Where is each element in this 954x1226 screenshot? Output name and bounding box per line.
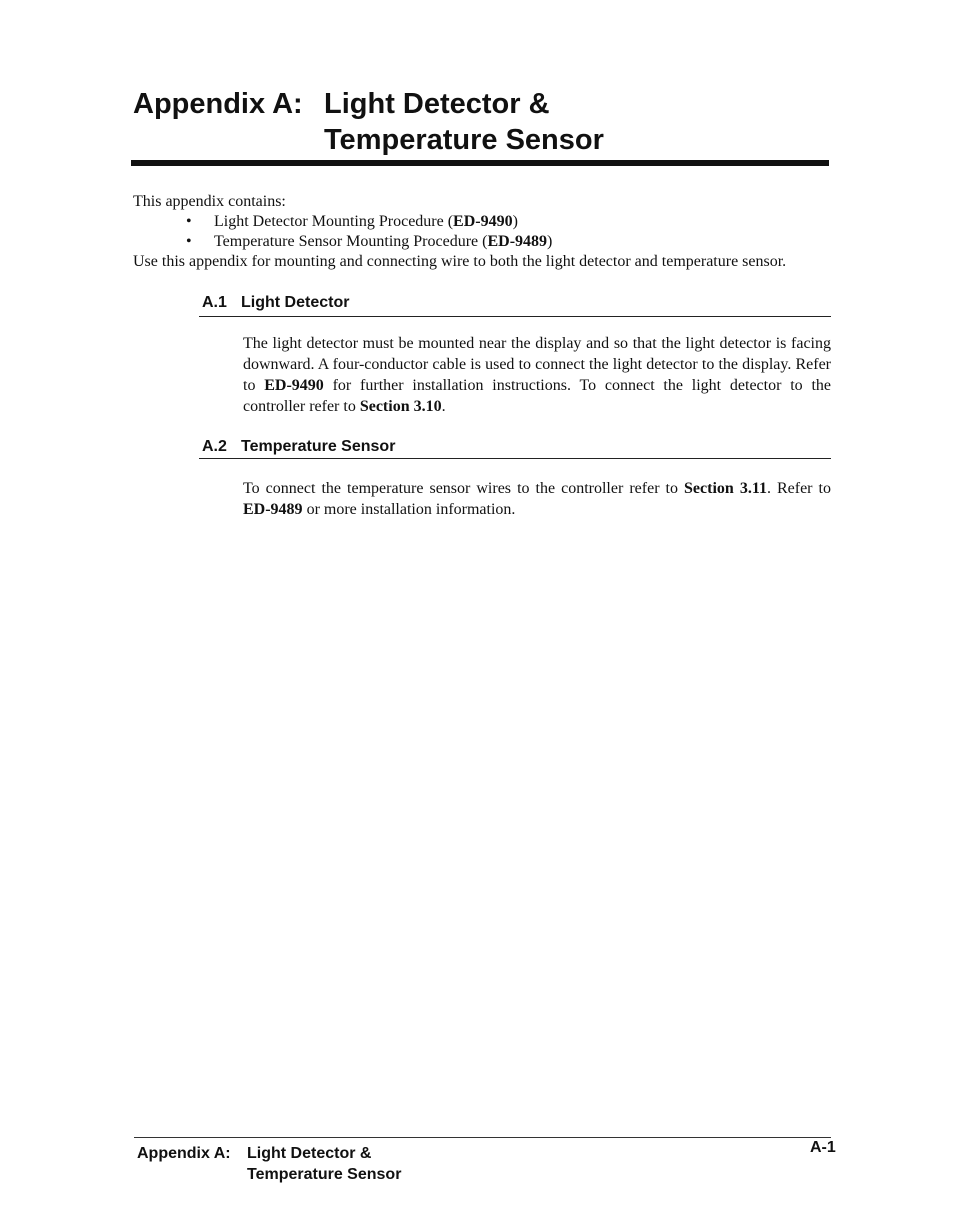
section-a2-ref-section-3-11: Section 3.11	[684, 480, 767, 497]
section-a1-number: A.1	[202, 294, 227, 311]
footer-title-line-2: Temperature Sensor	[247, 1166, 402, 1183]
section-a2-divider	[199, 458, 831, 459]
bullet-item-ed-9489	[186, 233, 552, 251]
section-a1-divider	[199, 316, 831, 317]
bullet-icon: •	[186, 233, 192, 250]
section-a1-heading	[202, 294, 349, 312]
bullet-text: Temperature Sensor Mounting Procedure (	[214, 233, 488, 250]
bullet-code: ED-9490	[453, 213, 513, 230]
intro-line: This appendix contains:	[133, 193, 286, 210]
title-prefix: Appendix A:	[133, 88, 303, 120]
section-a1-paragraph	[243, 333, 831, 417]
section-a2-number: A.2	[202, 438, 227, 455]
bullet-code: ED-9489	[487, 233, 548, 250]
page-title-line-1	[133, 88, 550, 121]
section-a1-text-3: .	[441, 398, 446, 415]
section-a2-text-3: or more installation information.	[302, 501, 516, 518]
footer-text-line-1: Light Detector &	[247, 1145, 372, 1162]
section-a2-heading	[202, 438, 395, 456]
bullet-icon: •	[186, 213, 192, 230]
section-a1-ref-ed-9490: ED-9490	[264, 377, 324, 394]
footer-title-line-1	[137, 1145, 371, 1163]
page-number: A-1	[810, 1139, 836, 1156]
section-a2-paragraph	[243, 478, 831, 520]
bullet-close: )	[512, 213, 518, 230]
bullet-text: Light Detector Mounting Procedure (	[214, 213, 454, 230]
section-a1-text-1: The light detector must be mounted near the display and so that the light detector is facing downward. A four-conductor cable is used to connect the light detector to the display. Refer to	[243, 335, 831, 394]
section-a2-ref-ed-9489: ED-9489	[243, 501, 303, 518]
section-a2-text-2: . Refer to	[766, 480, 831, 497]
title-divider	[131, 160, 829, 166]
section-a2-title: Temperature Sensor	[241, 438, 396, 455]
bullet-item-ed-9490	[186, 213, 518, 231]
footer-divider	[134, 1137, 831, 1138]
section-a1-ref-section-3-10: Section 3.10	[359, 398, 442, 415]
bullet-close: )	[547, 233, 553, 250]
intro-usage: Use this appendix for mounting and connecting wire to both the light detector and temperature sensor.	[133, 253, 787, 270]
section-a1-title: Light Detector	[241, 294, 350, 311]
section-a2-text-1: To connect the temperature sensor wires to the controller refer to	[243, 480, 685, 497]
section-a1-text-2: for further installation instructions. To connect the light detector to the controller refer to	[243, 377, 832, 415]
page-title-line-2: Temperature Sensor	[324, 124, 604, 156]
footer-prefix: Appendix A:	[137, 1145, 231, 1162]
title-text-line-1: Light Detector &	[324, 88, 550, 120]
